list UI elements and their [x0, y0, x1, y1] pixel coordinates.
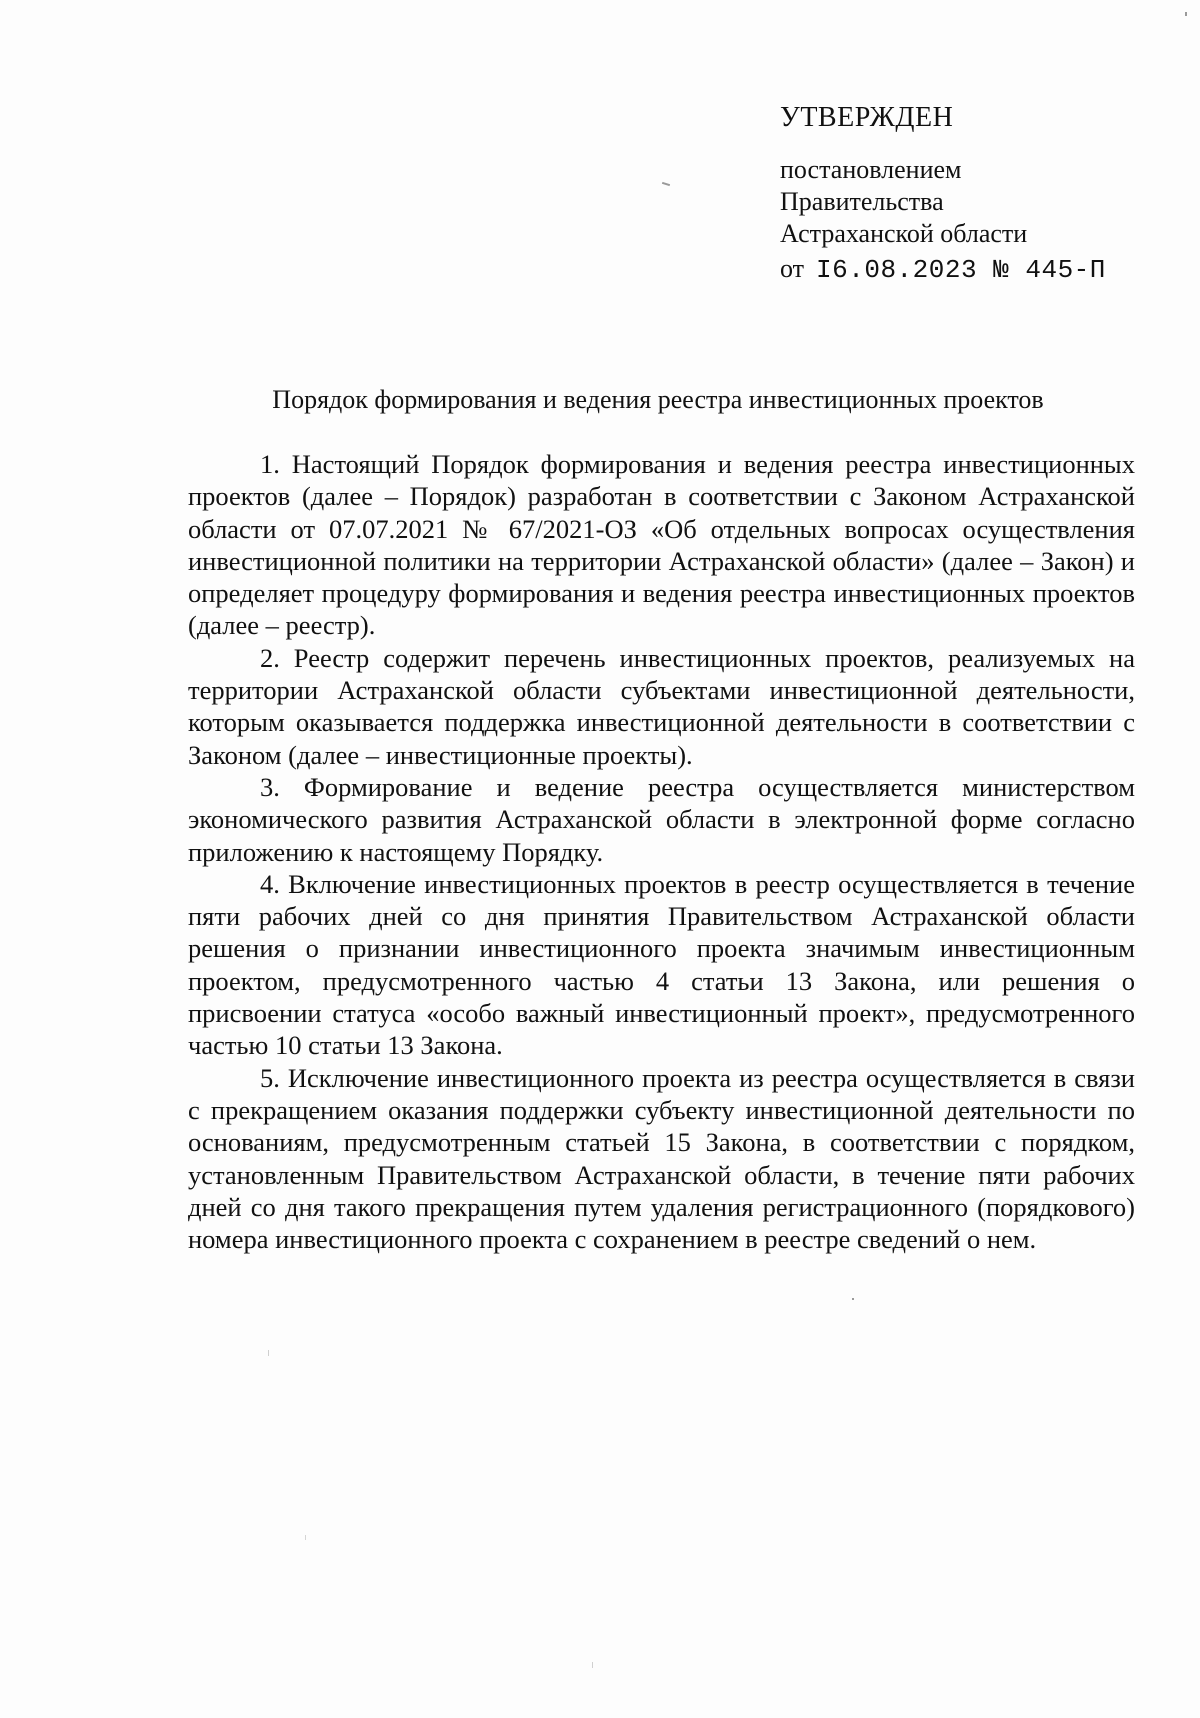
approval-date-line: [780, 252, 1160, 287]
scan-speck: [592, 1662, 593, 1668]
approval-heading: УТВЕРЖДЕН: [780, 102, 954, 133]
approval-line: Правительства: [780, 187, 944, 216]
paragraph-3: 3. Формирование и ведение реестра осуществляется министерством экономического развития Астраханской области в электронной форме согласно приложению к настоящему Порядку.: [188, 771, 1135, 867]
date-number-stamp: I6.08.2023 № 445-П: [816, 255, 1106, 285]
paragraph-5: 5. Исключение инвестиционного проекта из реестра осуществляется в связи с прекращением оказания поддержки субъекту инвестиционной деятельности по основаниям, предусмотренным статьей 15 Закона, в соответствии с порядком, установленным Правительством Астраханской области, в течение пяти рабочих дней со дня такого прекращения путем удаления регистрационного (порядкового) номера инвестиционного проекта с сохранением в реестре сведений о нем.: [188, 1062, 1135, 1255]
scan-speck: [268, 1350, 269, 1356]
approval-line: постановлением: [780, 155, 962, 184]
document-title: Порядок формирования и ведения реестра инвестиционных проектов: [272, 385, 1044, 414]
scan-speck: [305, 1535, 306, 1540]
scan-speck: [662, 182, 670, 186]
scan-speck: [852, 1298, 854, 1300]
approval-line: Астраханской области: [780, 219, 1028, 248]
scan-speck: [1185, 12, 1187, 16]
date-prefix: от: [780, 254, 805, 283]
paragraph-2: 2. Реестр содержит перечень инвестиционных проектов, реализуемых на территории Астраханской области субъектами инвестиционной деятельности, которым оказывается поддержка инвестиционной деятельности в соответствии с Законом (далее – инвестиционные проекты).: [188, 642, 1135, 770]
document-body: [188, 448, 1135, 1255]
paragraph-1: 1. Настоящий Порядок формирования и ведения реестра инвестиционных проектов (далее – Порядок) разработан в соответствии с Законом Астраханской области от 07.07.2021 № 67/2021-ОЗ «Об отдельных вопросах осуществления инвестиционной политики на территории Астраханской области» (далее – Закон) и определяет процедуру формирования и ведения реестра инвестиционных проектов (далее – реестр).: [188, 449, 1135, 641]
approval-block: [780, 100, 1160, 287]
paragraph-4: 4. Включение инвестиционных проектов в реестр осуществляется в течение пяти рабочих дней со дня принятия Правительством Астраханской области решения о признании инвестиционного проекта значимым инвестиционным проектом, предусмотренного частью 4 статьи 13 Закона, или решения о присвоении статуса «особо важный инвестиционный проект», предусмотренного частью 10 статьи 13 Закона.: [188, 868, 1135, 1061]
